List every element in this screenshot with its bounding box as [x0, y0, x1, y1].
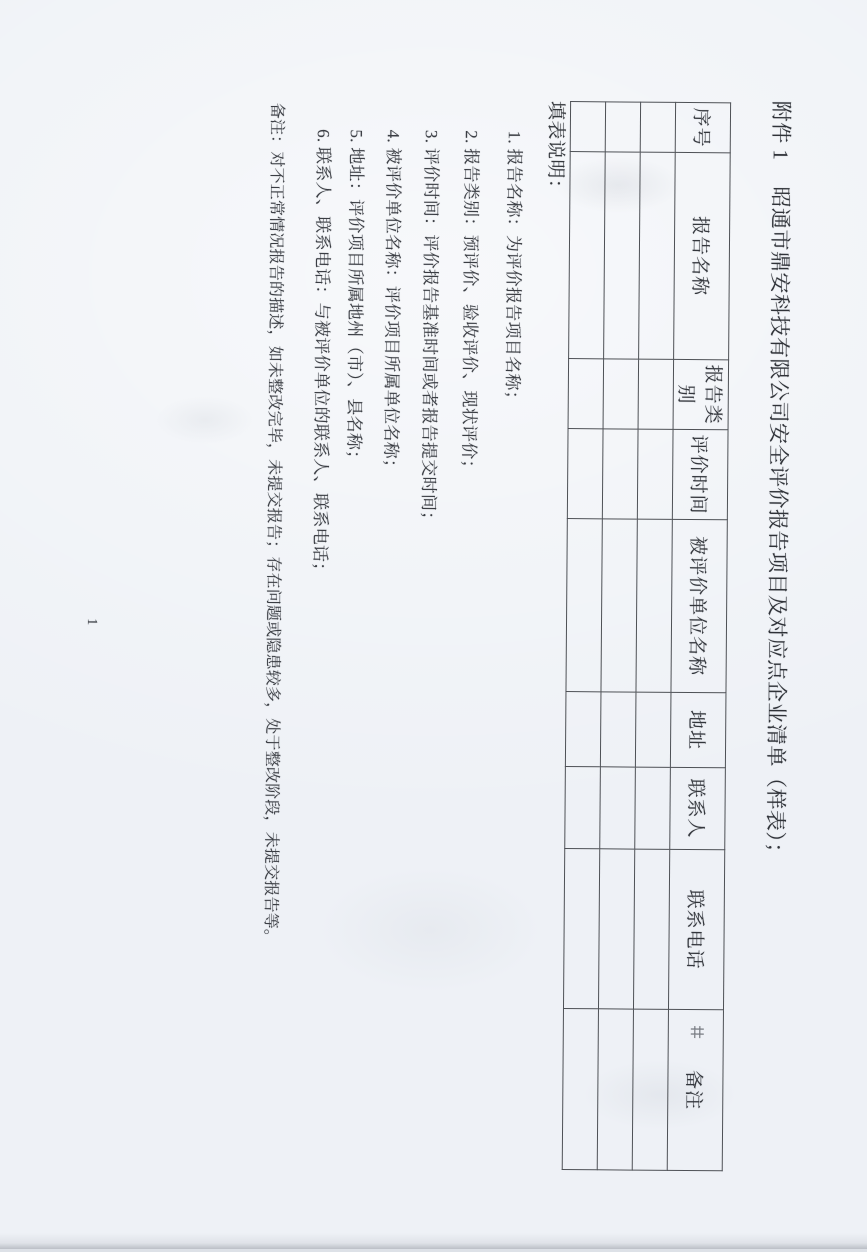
empty-cell [566, 519, 602, 692]
empty-cell [635, 767, 671, 849]
empty-cell [637, 429, 673, 519]
empty-cell [598, 849, 634, 1009]
instruction-item-4: 4. 被评价单位名称：评价项目所属单位名称； [380, 130, 408, 477]
empty-cell [601, 519, 637, 692]
empty-cell [636, 519, 672, 692]
attachment-label: 附件 1 [769, 101, 793, 161]
document-header [761, 101, 797, 864]
header-contact-phone: 联系电话 [668, 849, 724, 1009]
empty-cell [567, 429, 603, 519]
header-evaluation-time: 评价时间 [672, 429, 728, 519]
empty-cell [569, 152, 606, 359]
header-serial-number: 序号 [675, 102, 730, 152]
table-header-row [667, 102, 730, 1170]
empty-cell [562, 1009, 598, 1170]
header-contact-person: 联系人 [670, 767, 726, 849]
header-report-name: 报告名称 [674, 152, 731, 359]
empty-cell [600, 767, 636, 849]
report-list-table [562, 101, 731, 1171]
empty-cell [638, 359, 674, 429]
empty-cell [633, 849, 669, 1009]
page-title: 昭通市鼎安科技有限公司安全评价报告项目及对应点企业清单（样表）； [763, 186, 792, 864]
instruction-item-2: 2. 报告类别：预评价、验收评价、现状评价； [458, 130, 486, 477]
empty-cell [565, 767, 601, 849]
empty-cell [639, 152, 676, 359]
empty-cell [603, 359, 639, 429]
empty-cell [640, 102, 675, 152]
empty-cell [565, 692, 601, 767]
instruction-item-6: 6. 联系人、联系电话：与被评价单位的联系人、联系电话； [309, 129, 338, 580]
header-remarks: 备注 [667, 1009, 723, 1170]
remark-note: 备注：对不正常情况报告的描述，如未整改完毕，未提交报告；存在问题或隐患较多，处于整改阶段，未提交报告等。 [260, 103, 290, 946]
empty-cell [635, 692, 671, 767]
empty-cell [604, 152, 641, 359]
instruction-item-1: 1. 报告名称：为评价报告项目名称； [502, 131, 529, 409]
page-number: 1 [78, 0, 104, 1246]
empty-cell [570, 102, 605, 152]
empty-cell [568, 359, 604, 429]
empty-cell [600, 692, 636, 767]
header-address: 地址 [670, 692, 726, 767]
header-report-category: 报告类别 [673, 359, 729, 429]
empty-cell [563, 849, 599, 1009]
instruction-item-5: 5. 地址：评价项目所属地州（市）、县名称； [343, 129, 371, 467]
empty-cell [605, 102, 640, 152]
empty-cell [602, 429, 638, 519]
instruction-item-3: 3. 评价时间：评价报告基准时间或者报告提交时间； [418, 130, 446, 529]
scan-artifact-mark [690, 1024, 705, 1040]
empty-cell [597, 1009, 633, 1170]
header-evaluated-unit-name: 被评价单位名称 [671, 519, 727, 692]
empty-cell [632, 1009, 668, 1170]
instructions-heading: 填表说明： [543, 101, 571, 199]
